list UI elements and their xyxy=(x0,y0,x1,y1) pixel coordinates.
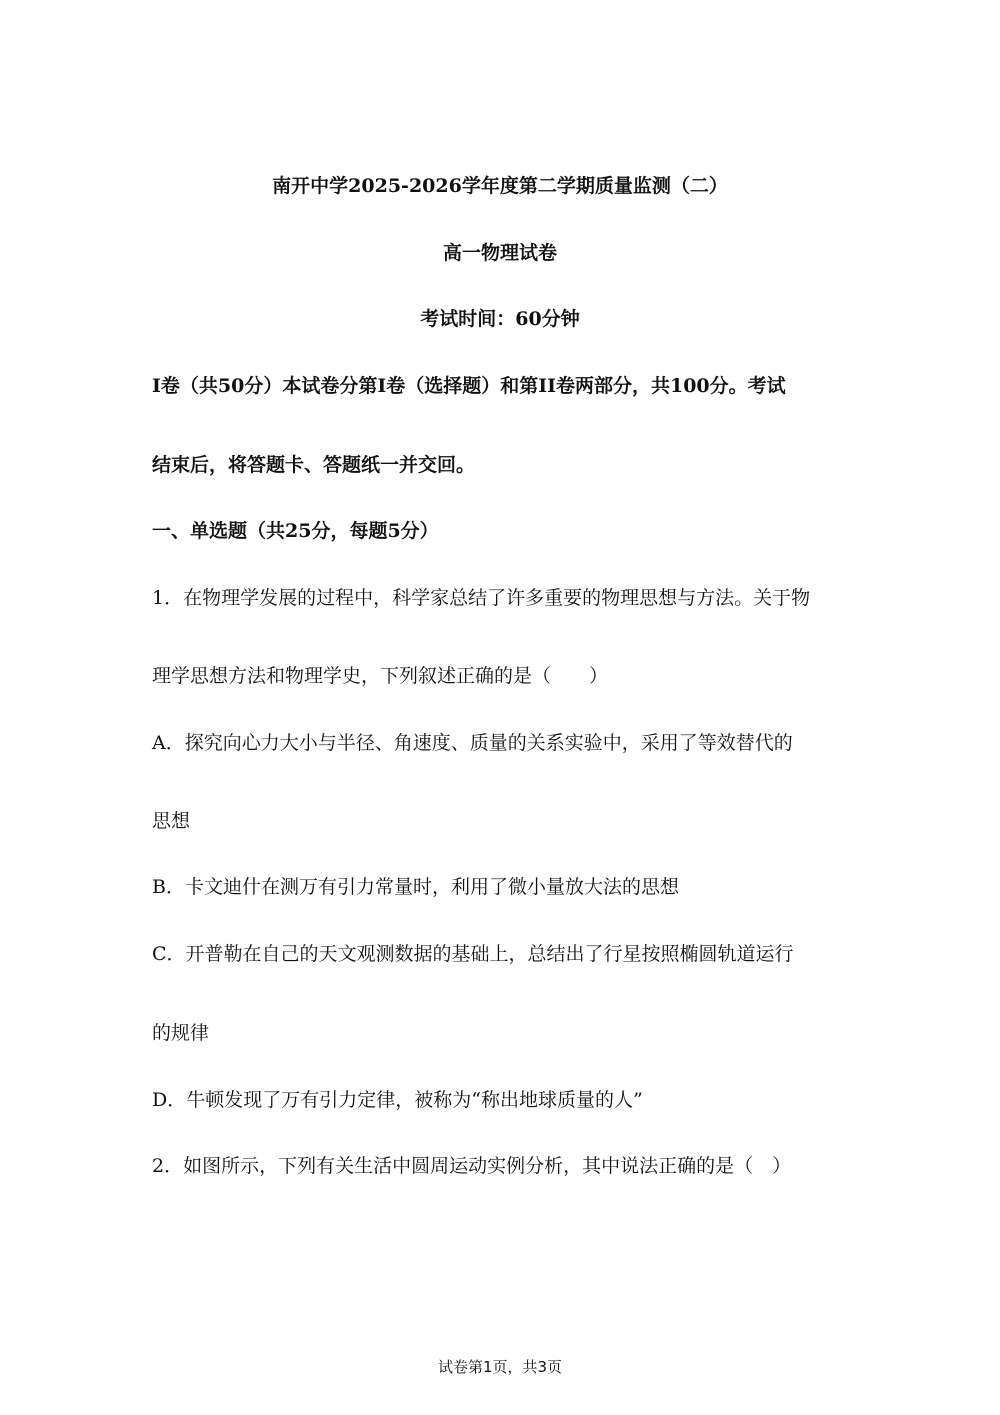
question-1-option-a-line-2: 思想 xyxy=(152,810,191,832)
question-2-stem: 2．如图所示，下列有关生活中圆周运动实例分析，其中说法正确的是（ ） xyxy=(152,1155,792,1177)
instructions-line-1: I卷（共50分）本试卷分第I卷（选择题）和第II卷两部分，共100分。考试 xyxy=(152,375,786,397)
question-1-option-c-line-1: C．开普勒在自己的天文观测数据的基础上，总结出了行星按照椭圆轨道运行 xyxy=(152,943,794,965)
question-1-option-c-line-2: 的规律 xyxy=(152,1022,210,1044)
question-1-stem-line-1: 1．在物理学发展的过程中，科学家总结了许多重要的物理思想与方法。关于物 xyxy=(152,587,811,609)
subject-title: 高一物理试卷 xyxy=(442,242,557,264)
page-footer: 试卷第1页，共3页 xyxy=(437,1358,563,1376)
instructions-line-2: 结束后，将答题卡、答题纸一并交回。 xyxy=(152,454,476,476)
question-1-option-d: D．牛顿发现了万有引力定律，被称为“称出地球质量的人” xyxy=(152,1089,643,1111)
question-1-option-a-line-1: A．探究向心力大小与半径、角速度、质量的关系实验中，采用了等效替代的 xyxy=(152,732,793,754)
exam-time: 考试时间：60分钟 xyxy=(420,308,580,330)
section-heading-single-choice: 一、单选题（共25分，每题5分） xyxy=(152,520,439,542)
school-title: 南开中学2025-2026学年度第二学期质量监测（二） xyxy=(272,175,728,197)
question-1-stem-line-2: 理学思想方法和物理学史，下列叙述正确的是（ ） xyxy=(152,665,609,687)
question-1-option-b: B．卡文迪什在测万有引力常量时，利用了微小量放大法的思想 xyxy=(152,876,679,898)
